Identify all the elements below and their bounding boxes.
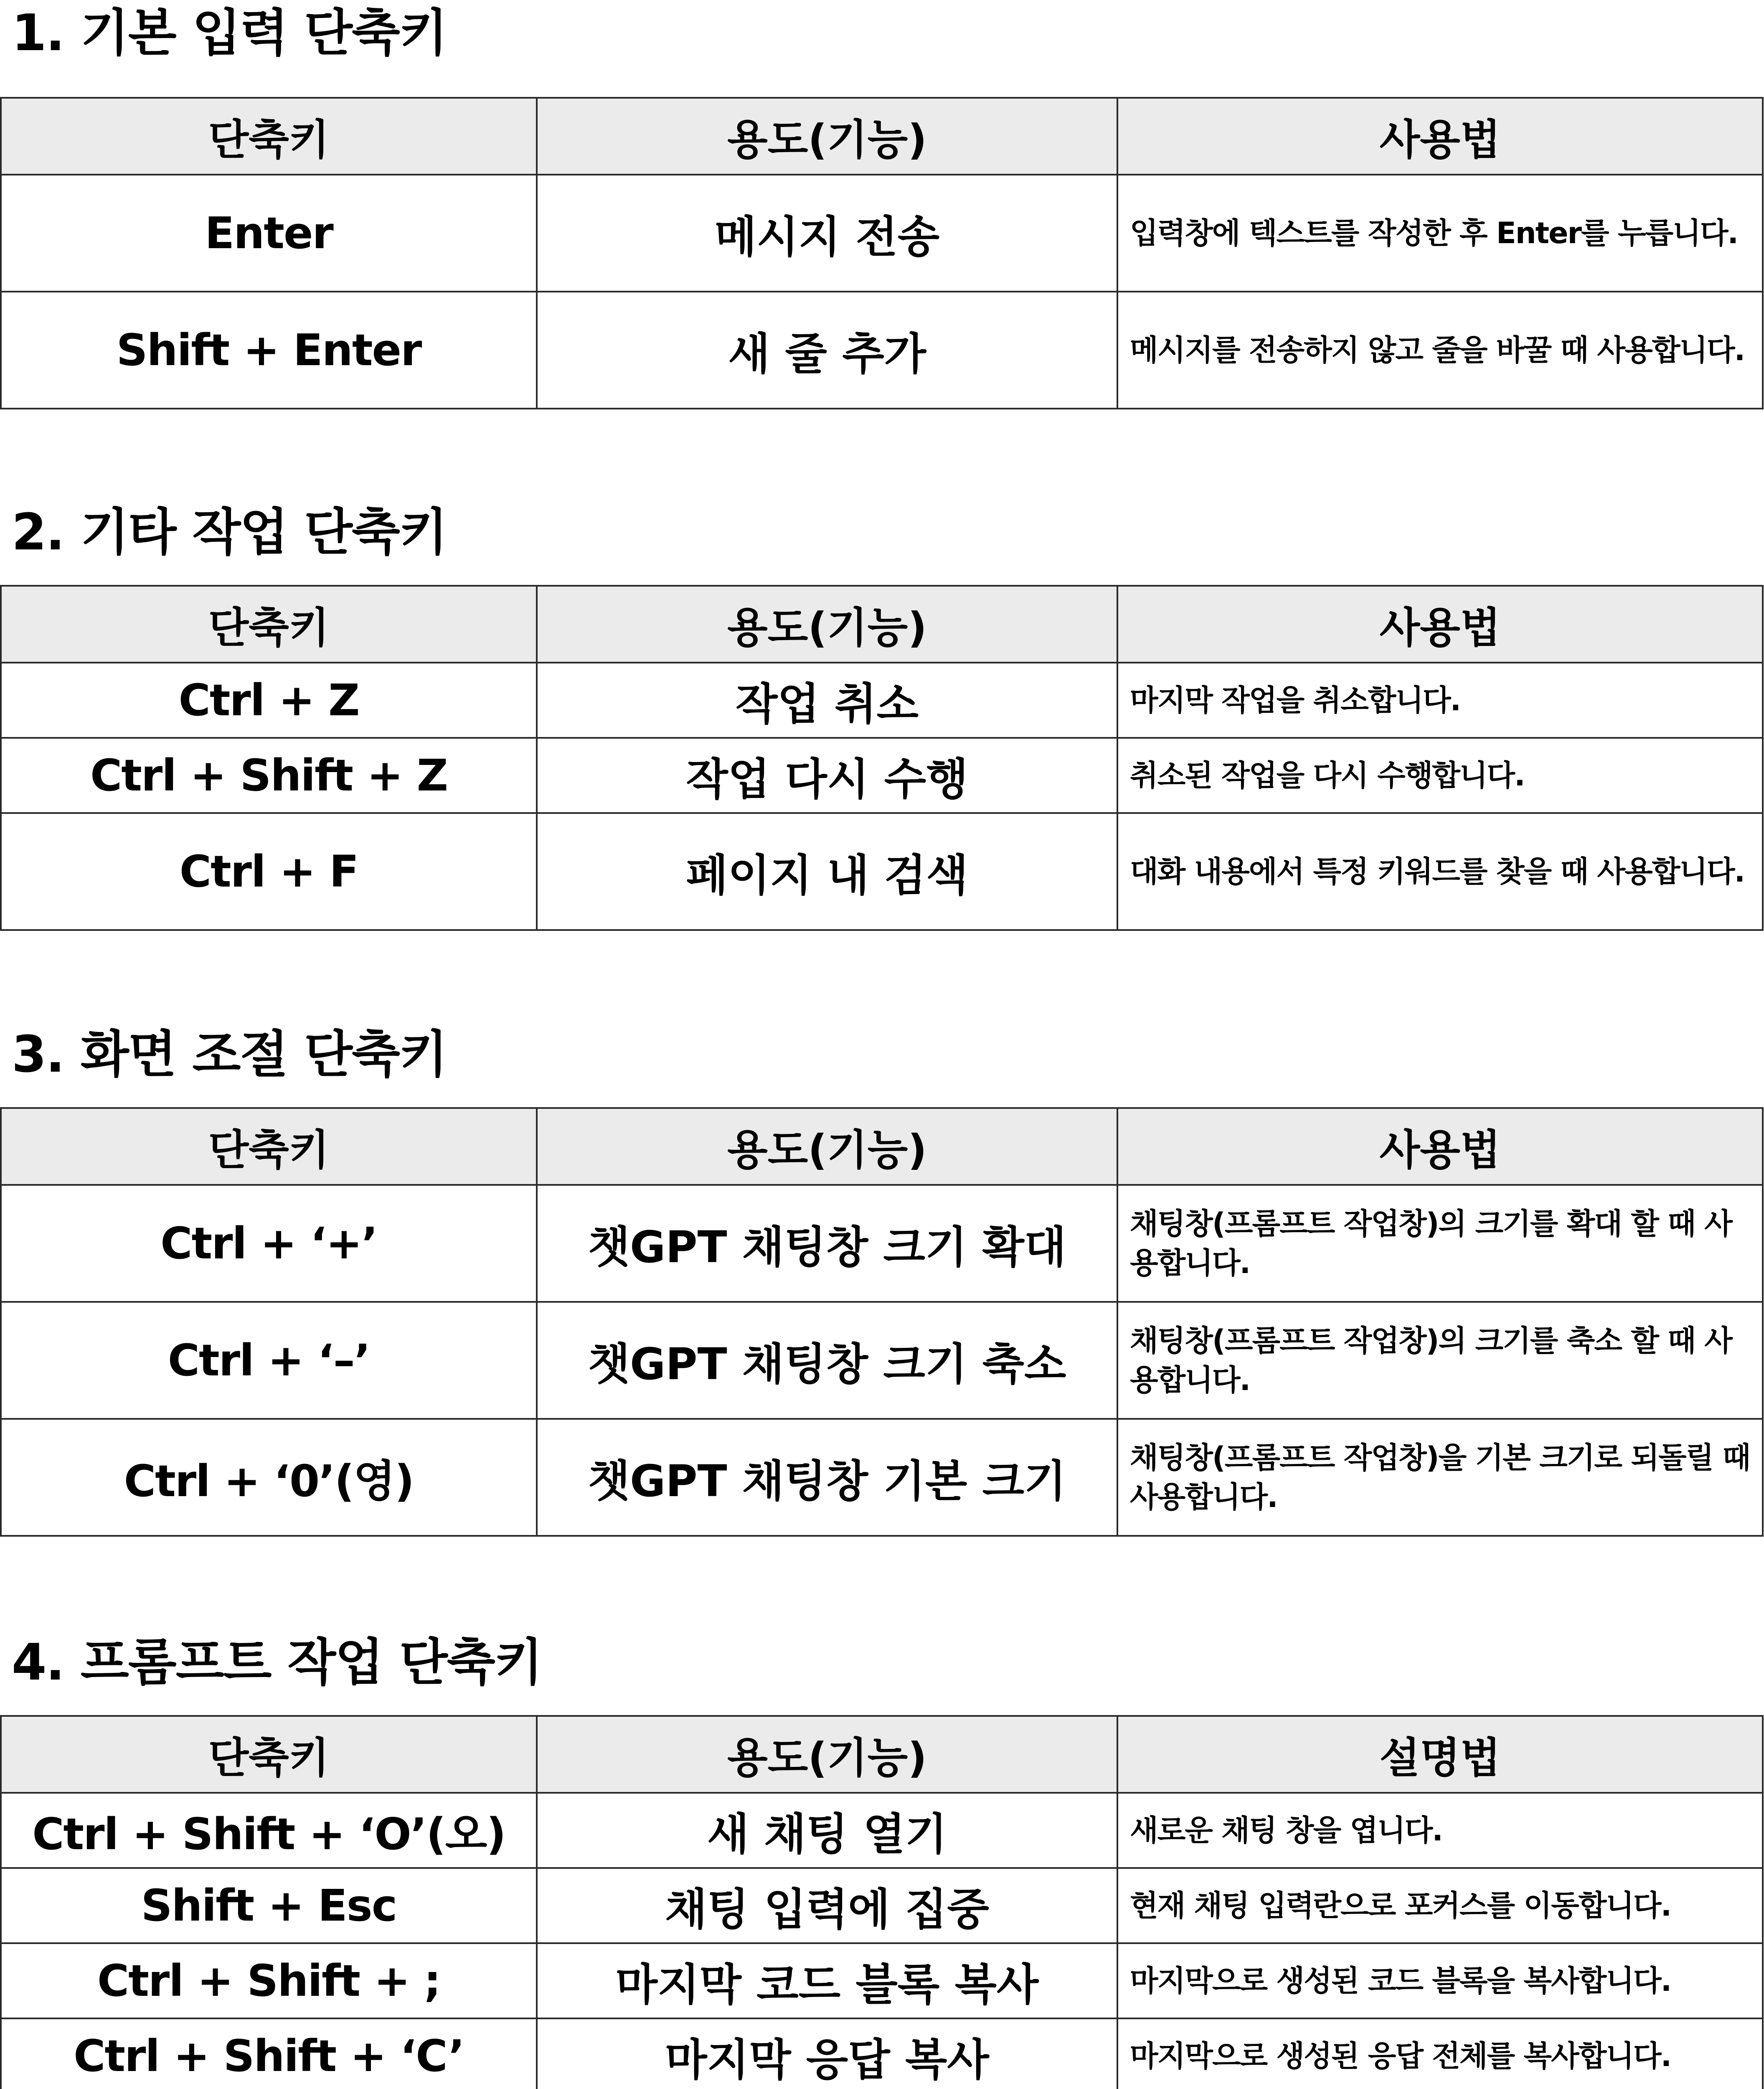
shortcut-key: Ctrl + ‘+’ <box>1 1185 537 1302</box>
shortcut-function: 작업 다시 수행 <box>537 738 1117 813</box>
shortcut-key: Ctrl + Shift + Z <box>1 738 537 813</box>
section-other-tasks <box>0 499 1764 901</box>
shortcut-table <box>0 1107 1764 1537</box>
shortcut-usage: 채팅창(프롬프트 작업창)의 크기를 축소 할 때 사용합니다. <box>1117 1302 1763 1419</box>
header-function: 용도(기능) <box>537 586 1117 663</box>
table-row <box>1 1302 1763 1419</box>
shortcut-usage: 마지막으로 생성된 응답 전체를 복사합니다. <box>1117 2018 1763 2089</box>
section-title: 4. 프롬프트 작업 단축키 <box>12 1634 542 1692</box>
table-header-row <box>1 1716 1763 1793</box>
header-function: 용도(기능) <box>537 1108 1117 1185</box>
shortcut-key: Ctrl + ‘0’(영) <box>1 1419 537 1536</box>
table-header-row <box>1 586 1763 663</box>
shortcut-usage: 대화 내용에서 특정 키워드를 찾을 때 사용합니다. <box>1117 813 1763 930</box>
shortcut-key: Ctrl + Shift + ‘O’(오) <box>1 1793 537 1868</box>
table-row <box>1 1943 1763 2018</box>
shortcut-usage: 채팅창(프롬프트 작업창)의 크기를 확대 할 때 사용합니다. <box>1117 1185 1763 1302</box>
shortcut-usage: 취소된 작업을 다시 수행합니다. <box>1117 738 1763 813</box>
header-shortcut: 단축키 <box>1 586 537 663</box>
shortcut-key: Ctrl + Z <box>1 663 537 738</box>
section-title: 2. 기타 작업 단축키 <box>12 503 447 562</box>
header-function: 용도(기능) <box>537 1716 1117 1793</box>
header-usage: 사용법 <box>1117 586 1763 663</box>
shortcut-function: 작업 취소 <box>537 663 1117 738</box>
shortcut-key: Shift + Enter <box>1 292 537 409</box>
shortcut-usage: 입력창에 텍스트를 작성한 후 Enter를 누릅니다. <box>1117 175 1763 292</box>
shortcut-function: 페이지 내 검색 <box>537 813 1117 930</box>
table-header-row <box>1 1108 1763 1185</box>
header-usage: 사용법 <box>1117 1108 1763 1185</box>
shortcut-function: 챗GPT 채팅창 크기 축소 <box>537 1302 1117 1419</box>
shortcut-function: 새 채팅 열기 <box>537 1793 1117 1868</box>
shortcut-key: Enter <box>1 175 537 292</box>
shortcut-usage: 현재 채팅 입력란으로 포커스를 이동합니다. <box>1117 1868 1763 1943</box>
header-description: 설명법 <box>1117 1716 1763 1793</box>
shortcut-function: 챗GPT 채팅창 기본 크기 <box>537 1419 1117 1536</box>
shortcut-key: Ctrl + Shift + ; <box>1 1943 537 2018</box>
section-title: 1. 기본 입력 단축키 <box>12 4 447 62</box>
table-row <box>1 2018 1763 2089</box>
header-shortcut: 단축키 <box>1 98 537 175</box>
table-header-row <box>1 98 1763 175</box>
shortcut-usage: 새로운 채팅 창을 엽니다. <box>1117 1793 1763 1868</box>
shortcut-function: 채팅 입력에 집중 <box>537 1868 1117 1943</box>
table-row <box>1 663 1763 738</box>
shortcut-usage: 마지막 작업을 취소합니다. <box>1117 663 1763 738</box>
table-row <box>1 1868 1763 1943</box>
shortcut-key: Ctrl + Shift + ‘C’ <box>1 2018 537 2089</box>
header-shortcut: 단축키 <box>1 1716 537 1793</box>
shortcut-function: 마지막 코드 블록 복사 <box>537 1943 1117 2018</box>
table-row <box>1 738 1763 813</box>
shortcut-usage: 마지막으로 생성된 코드 블록을 복사합니다. <box>1117 1943 1763 2018</box>
shortcut-key: Ctrl + F <box>1 813 537 930</box>
header-function: 용도(기능) <box>537 98 1117 175</box>
table-row <box>1 1185 1763 1302</box>
shortcut-function: 마지막 응답 복사 <box>537 2018 1117 2089</box>
header-usage: 사용법 <box>1117 98 1763 175</box>
shortcut-table <box>0 97 1764 409</box>
shortcut-usage: 채팅창(프롬프트 작업창)을 기본 크기로 되돌릴 때 사용합니다. <box>1117 1419 1763 1536</box>
table-row <box>1 175 1763 292</box>
section-basic-input <box>0 0 1764 379</box>
shortcut-function: 챗GPT 채팅창 크기 확대 <box>537 1185 1117 1302</box>
shortcut-table <box>0 1715 1764 2089</box>
section-prompt-tasks <box>0 1629 1764 2085</box>
shortcut-function: 새 줄 추가 <box>537 292 1117 409</box>
table-row <box>1 1419 1763 1536</box>
shortcut-table <box>0 585 1764 931</box>
table-row <box>1 292 1763 409</box>
shortcut-key: Ctrl + ‘–’ <box>1 1302 537 1419</box>
shortcut-usage: 메시지를 전송하지 않고 줄을 바꿀 때 사용합니다. <box>1117 292 1763 409</box>
section-title: 3. 화면 조절 단축키 <box>12 1026 447 1084</box>
table-row <box>1 1793 1763 1868</box>
shortcut-function: 메시지 전송 <box>537 175 1117 292</box>
shortcut-key: Shift + Esc <box>1 1868 537 1943</box>
table-row <box>1 813 1763 930</box>
header-shortcut: 단축키 <box>1 1108 537 1185</box>
section-screen-control <box>0 1022 1764 1514</box>
